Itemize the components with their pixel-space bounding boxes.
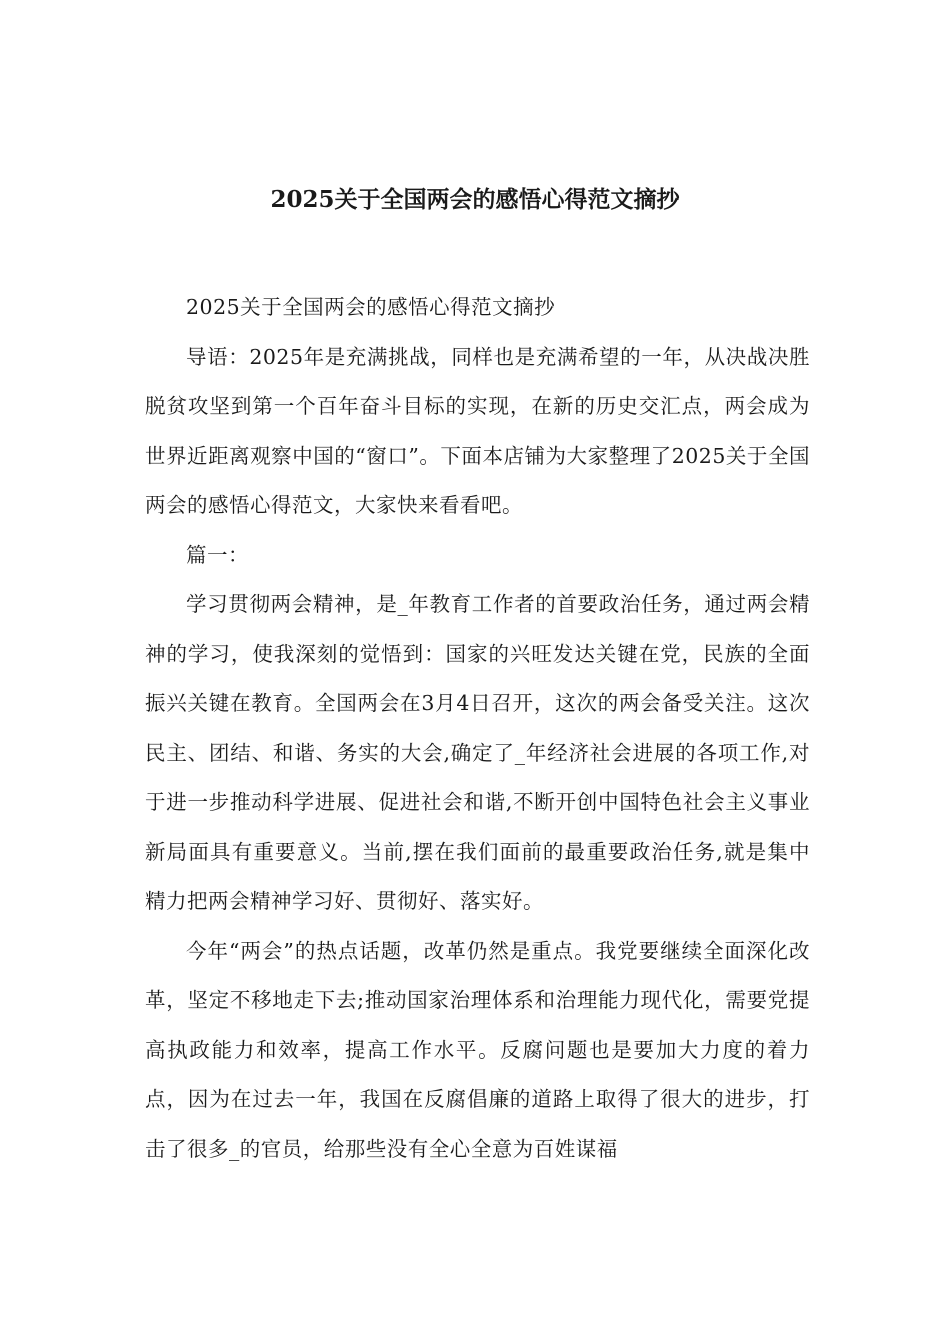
paragraph-section-heading: 篇一： (186, 542, 249, 567)
paragraph-body: 学习贯彻两会精神，是_年教育工作者的首要政治任务，通过两会精神的学习，使我深刻的觉悟到：国家的兴旺发达关键在党，民族的全面振兴关键在教育。全国两会在3月4日召开，这次的两会备受关注。这次民主、团结、和谐、务实的大会,确定了_年经济社会进展的各项工作,对于进一步推动科学进展、促进社会和谐,不断开创中国特色社会主义事业新局面具有重要意义。当前,摆在我们面前的最重要政治任务,就是集中精力把两会精神学习好、贯彻好、落实好。 (145, 592, 810, 913)
document-body (145, 283, 810, 1174)
paragraph-intro: 导语：2025年是充满挑战，同样也是充满希望的一年，从决战决胜脱贫攻坚到第一个百年奋斗目标的实现，在新的历史交汇点，两会成为世界近距离观察中国的“窗口”。下面本店铺为大家整理了2025关于全国两会的感悟心得范文，大家快来看看吧。 (145, 344, 810, 517)
paragraph-body: 今年“两会”的热点话题，改革仍然是重点。我党要继续全面深化改革，坚定不移地走下去;推动国家治理体系和治理能力现代化，需要党提高执政能力和效率，提高工作水平。反腐问题也是要加大力度的着力点，因为在过去一年，我国在反腐倡廉的道路上取得了很大的进步，打击了很多_的官员，给那些没有全心全意为百姓谋福 (145, 938, 810, 1161)
document-title: 2025关于全国两会的感悟心得范文摘抄 (270, 186, 680, 213)
paragraph-subtitle: 2025关于全国两会的感悟心得范文摘抄 (186, 295, 556, 319)
